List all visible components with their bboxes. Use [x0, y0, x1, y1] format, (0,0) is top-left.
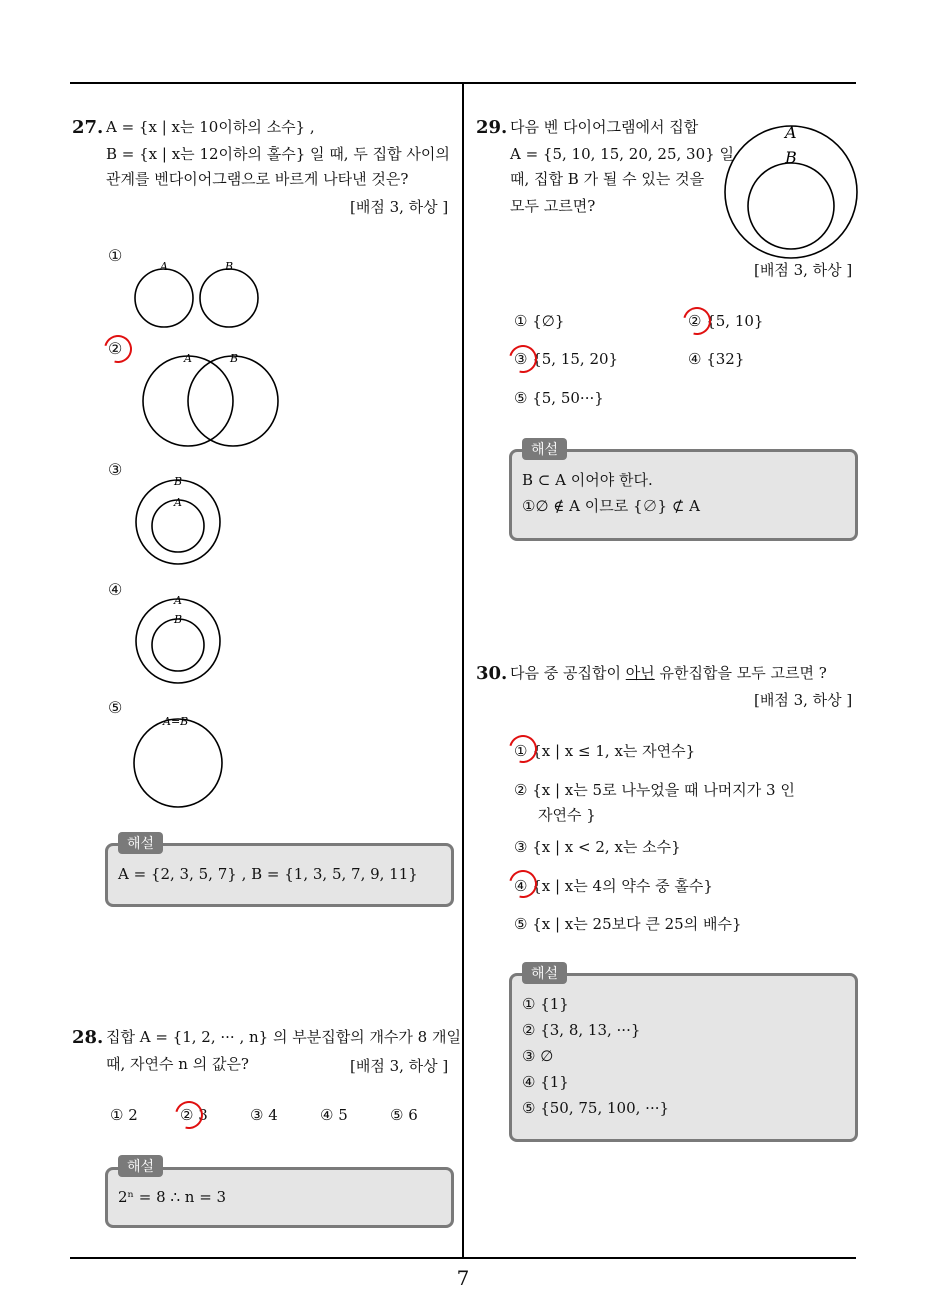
q27-opt1-circle-a: [135, 269, 193, 327]
q29-circle-b: [748, 163, 834, 249]
q30-opt1[interactable]: ① {x | x ≤ 1, x는 자연수}: [514, 742, 696, 760]
q27-opt4-label-b: B: [174, 613, 183, 626]
q29-venn-diagram: [716, 118, 866, 264]
q29-opt5[interactable]: ⑤ {5, 50···}: [514, 389, 604, 407]
page-number: 7: [456, 1266, 470, 1290]
q30-solution-line2: ② {3, 8, 13, ···}: [522, 1021, 641, 1039]
q30-answer-mark-1: [504, 730, 542, 768]
q29-label-a: A: [785, 123, 797, 142]
q28-solution-tag: 해설: [118, 1155, 163, 1177]
q30-opt3[interactable]: ③ {x | x < 2, x는 소수}: [514, 838, 681, 856]
q27-opt1-label-a: A: [160, 260, 168, 273]
q28-solution-text: 2ⁿ = 8 ∴ n = 3: [118, 1188, 227, 1206]
q30-opt4[interactable]: ④ {x | x는 4의 약수 중 홀수}: [514, 877, 713, 895]
q30-prompt: [510, 660, 827, 687]
q29-score: [배점 3, 하상 ]: [754, 261, 853, 279]
q29-opt4[interactable]: ④ {32}: [688, 350, 745, 368]
q27-opt3-label-b: B: [174, 475, 183, 488]
q29-line3: 때, 집합 B 가 될 수 있는 것을: [510, 170, 705, 188]
q30-opt2-cont: 자연수 }: [538, 806, 596, 824]
q27-venn-diagrams: [100, 250, 460, 820]
q29-solution-tag: 해설: [522, 438, 567, 460]
q28-opt3[interactable]: ③ 4: [250, 1106, 278, 1124]
q30-number: 30.: [476, 663, 508, 684]
q29-opt2[interactable]: ② {5, 10}: [688, 312, 764, 330]
q27-line1: A = {x | x는 10이하의 소수} ,: [106, 118, 315, 136]
q27-opt1-label-b: B: [225, 260, 234, 273]
q27-opt4-label[interactable]: ④: [108, 580, 123, 599]
q30-solution-line1: ① {1}: [522, 995, 569, 1013]
q30-solution-tag: 해설: [522, 962, 567, 984]
bottom-rule: [70, 1257, 856, 1259]
q27-score: [배점 3, 하상 ]: [350, 198, 449, 216]
q29-answer-mark-3: [504, 340, 542, 378]
q28-line1: 집합 A = {1, 2, ··· , n} 의 부분집합의 개수가 8 개일: [106, 1028, 461, 1046]
q27-opt2-label-a: A: [184, 352, 192, 365]
q29-label-b: B: [785, 148, 797, 167]
q30-prompt-pre: 다음 중 공집합이: [510, 664, 626, 682]
q28-opt4[interactable]: ④ 5: [320, 1106, 348, 1124]
q30-opt5[interactable]: ⑤ {x | x는 25보다 큰 25의 배수}: [514, 915, 742, 933]
q28-score: [배점 3, 하상 ]: [350, 1057, 449, 1075]
q27-opt5-label[interactable]: ⑤: [108, 698, 123, 717]
q27-opt4-circle-inner: [152, 619, 204, 671]
q28-opt2[interactable]: ② 3: [180, 1106, 208, 1124]
q29-opt1[interactable]: ① {∅}: [514, 312, 565, 330]
q28-line2: 때, 자연수 n 의 값은?: [106, 1055, 249, 1073]
q29-solution-line1: B ⊂ A 이어야 한다.: [522, 471, 653, 489]
q27-opt3-label-a: A: [174, 496, 182, 509]
column-divider: [462, 82, 464, 1259]
q29-line4: 모두 고르면?: [510, 197, 596, 215]
q30-solution-line3: ③ ∅: [522, 1047, 554, 1065]
q30-solution-line5: ⑤ {50, 75, 100, ···}: [522, 1099, 670, 1117]
q29-opt3[interactable]: ③ {5, 15, 20}: [514, 350, 619, 368]
q28-opt5[interactable]: ⑤ 6: [390, 1106, 418, 1124]
q27-opt2-label-b: B: [230, 352, 239, 365]
q27-line3: 관계를 벤다이어그램으로 바르게 나타낸 것은?: [106, 170, 409, 188]
q29-solution-line2: ①∅ ∉ A 이므로 {∅} ⊄ A: [522, 497, 701, 515]
q27-opt3-label[interactable]: ③: [108, 460, 123, 479]
q28-opt1[interactable]: ① 2: [110, 1106, 138, 1124]
q30-prompt-emphasis: 아닌: [625, 664, 655, 682]
q30-prompt-post: 유한집합을 모두 고르면 ?: [654, 664, 827, 682]
q27-line2: B = {x | x는 12이하의 홀수} 일 때, 두 집합 사이의: [106, 145, 450, 163]
q29-line2: A = {5, 10, 15, 20, 25, 30} 일: [510, 145, 734, 163]
q27-opt5-circle: [134, 719, 222, 807]
q30-score: [배점 3, 하상 ]: [754, 691, 853, 709]
q27-number: 27.: [72, 117, 104, 138]
q28-number: 28.: [72, 1027, 104, 1048]
q27-solution-tag: 해설: [118, 832, 163, 854]
q29-circle-a: [725, 126, 857, 258]
q29-number: 29.: [476, 117, 508, 138]
q27-solution-text: A = {2, 3, 5, 7} , B = {1, 3, 5, 7, 9, 11}: [118, 865, 418, 883]
q27-opt4-label-a: A: [174, 594, 182, 607]
q30-solution-line4: ④ {1}: [522, 1073, 569, 1091]
q27-opt5-label-ab: A=B: [163, 715, 189, 728]
q30-answer-mark-4: [504, 865, 542, 903]
q29-answer-mark-2: [678, 302, 716, 340]
q27-opt2-label[interactable]: ②: [108, 339, 123, 358]
q29-line1: 다음 벤 다이어그램에서 집합: [510, 118, 699, 136]
q27-opt1-label[interactable]: ①: [108, 246, 123, 265]
q27-opt1-circle-b: [200, 269, 258, 327]
q30-opt2[interactable]: ② {x | x는 5로 나누었을 때 나머지가 3 인: [514, 781, 795, 799]
q28-answer-mark: [170, 1096, 208, 1134]
